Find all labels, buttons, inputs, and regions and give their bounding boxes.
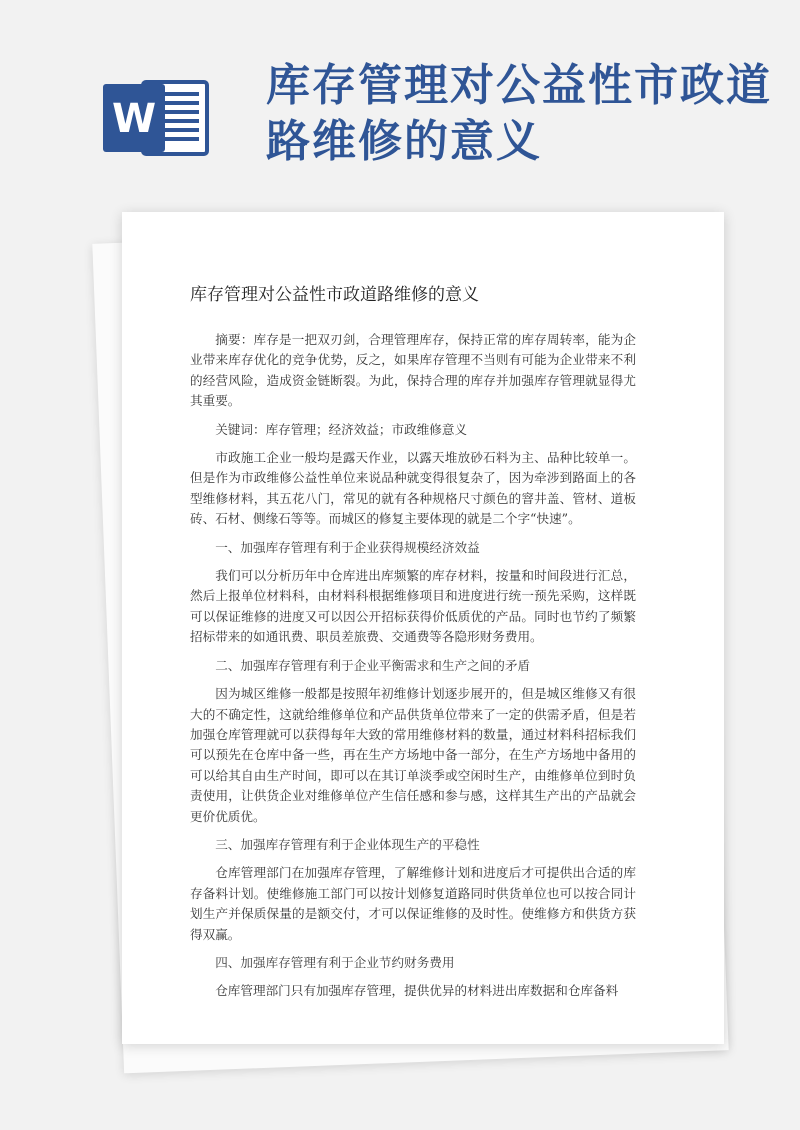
section-paragraph-4: 仓库管理部门只有加强库存管理，提供优异的材料进出库数据和仓库备料 bbox=[215, 983, 619, 999]
word-document-icon bbox=[103, 78, 213, 158]
keywords-paragraph: 关键词：库存管理；经济效益；市政维修意义 bbox=[215, 421, 468, 437]
section-heading-3: 三、加强库存管理有利于企业体现生产的平稳性 bbox=[215, 836, 480, 852]
page-headline: 库存管理对公益性市政道路维修的意义 bbox=[266, 60, 772, 167]
section-paragraph-2: 因为城区维修一般都是按照年初维修计划逐步展开的，但是城区维修又有很大的不确定性，这就给维修单位和产品供货单位带来了一定的供需矛盾，但是若加强仓库管理就可以获得每年大致的常用维修材料的数量，通过材料科招标我们可以预先在仓库中备一些，再在生产方场地中备一部分，在生产方场地中备用的可以给其自由生产时间，即可以在其订单淡季或空闲时生产，由维修单位到时负责使用，让供货企业对维修单位产生信任感和参与感，这样其生产出的产品就会更价优质优。 bbox=[190, 686, 636, 824]
svg-text:W: W bbox=[111, 96, 157, 142]
document-body bbox=[190, 330, 636, 1010]
section-paragraph-3: 仓库管理部门在加强库存管理，了解维修计划和进度后才可提供出合适的库存备料计划。使维修施工部门可以按计划修复道路同时供货单位也可以按合同计划生产并保质保量的是额交付，才可以保证维修的及时性。使维修方和供货方获得双赢。 bbox=[190, 865, 636, 942]
section-heading-1: 一、加强库存管理有利于企业获得规模经济效益 bbox=[215, 539, 480, 555]
document-title: 库存管理对公益性市政道路维修的意义 bbox=[190, 285, 479, 305]
section-heading-4: 四、加强库存管理有利于企业节约财务费用 bbox=[215, 954, 455, 970]
section-heading-2: 二、加强库存管理有利于企业平衡需求和生产之间的矛盾 bbox=[215, 657, 531, 673]
document-page bbox=[122, 212, 724, 1044]
intro-paragraph: 市政施工企业一般均是露天作业，以露天堆放砂石料为主、品种比较单一。但是作为市政维修公益性单位来说品种就变得很复杂了，因为牵涉到路面上的各型维修材料，其五花八门，常见的就有各种规格尺寸颜色的窨井盖、管材、道板砖、石材、侧缘石等等。而城区的修复主要体现的就是二个字“快速”。 bbox=[190, 450, 636, 527]
abstract-paragraph: 摘要：库存是一把双刃剑，合理管理库存，保持正常的库存周转率，能为企业带来库存优化的竞争优势，反之，如果库存管理不当则有可能为企业带来不利的经营风险，造成资金链断裂。为此，保持合理的库存并加强库存管理就显得尤其重要。 bbox=[190, 332, 636, 409]
section-paragraph-1: 我们可以分析历年中仓库进出库频繁的库存材料，按量和时间段进行汇总，然后上报单位材料科，由材料科根据维修项目和进度进行统一预先采购，这样既可以保证维修的进度又可以因公开招标获得价低质优的产品。同时也节约了频繁招标带来的如通讯费、职员差旅费、交通费等各隐形财务费用。 bbox=[190, 568, 636, 645]
